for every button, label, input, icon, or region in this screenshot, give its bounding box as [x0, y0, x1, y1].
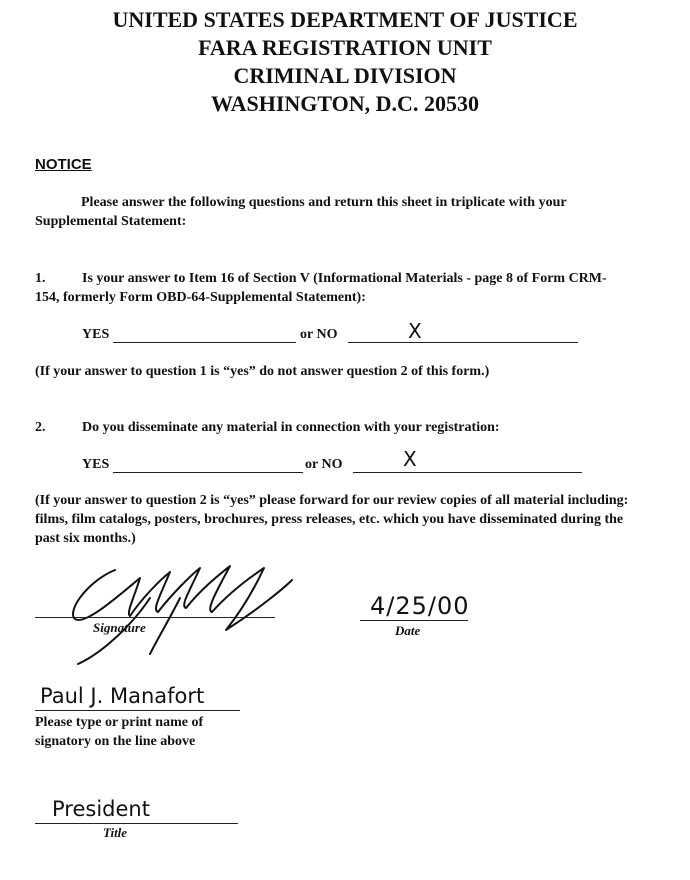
date-value: 4/25/00 — [370, 592, 470, 620]
q1-note: (If your answer to question 1 is “yes” do not answer question 2 of this form.) — [35, 364, 490, 379]
q1-or-no-label: or NO — [300, 327, 338, 342]
notice-intro: Please answer the following questions and return this sheet in triplicate with your Supplemental Statement: — [35, 195, 567, 229]
q2-no-field[interactable] — [353, 447, 582, 473]
signature-line — [35, 617, 275, 618]
signature-label: Signature — [93, 620, 146, 635]
signatory-name: Paul J. Manafort — [40, 684, 205, 708]
document-header — [0, 6, 690, 118]
q2-text: Do you disseminate any material in connection with your registration: — [82, 420, 500, 435]
header-line-address: WASHINGTON, D.C. 20530 — [211, 91, 479, 116]
date-label: Date — [395, 623, 421, 638]
handwritten-signature — [30, 558, 300, 670]
date-line — [360, 620, 468, 621]
q2-or-no-label: or NO — [305, 457, 343, 472]
q1-yes-field[interactable] — [113, 322, 296, 343]
name-caption-line2: signatory on the line above — [35, 734, 196, 749]
header-line-department: UNITED STATES DEPARTMENT OF JUSTICE — [112, 7, 578, 32]
q2-number: 2. — [35, 420, 46, 435]
q2-no-checkmark: X — [403, 447, 417, 471]
q1-yes-label: YES — [82, 327, 110, 342]
signatory-title: President — [52, 797, 150, 821]
name-line — [35, 710, 240, 711]
q1-no-field[interactable] — [348, 321, 578, 343]
q2-yes-field[interactable] — [113, 452, 303, 473]
title-line — [35, 823, 238, 824]
q1-text: Is your answer to Item 16 of Section V (Informational Materials - page 8 of Form CRM-154, formerly Form OBD-64-Supplemental Statement): — [35, 271, 607, 305]
name-caption-line1: Please type or print name of — [35, 715, 204, 730]
q1-number: 1. — [35, 271, 46, 286]
q2-note: (If your answer to question 2 is “yes” please forward for our review copies of all material including: films, film catalogs, posters, brochures, press releases, etc. which you have disseminated during the past six months.) — [35, 493, 629, 546]
q1-no-checkmark: X — [408, 319, 422, 343]
header-line-unit: FARA REGISTRATION UNIT — [198, 35, 492, 60]
title-label: Title — [103, 825, 128, 840]
notice-title: NOTICE — [35, 156, 92, 173]
header-line-division: CRIMINAL DIVISION — [233, 63, 457, 88]
q2-yes-label: YES — [82, 457, 110, 472]
